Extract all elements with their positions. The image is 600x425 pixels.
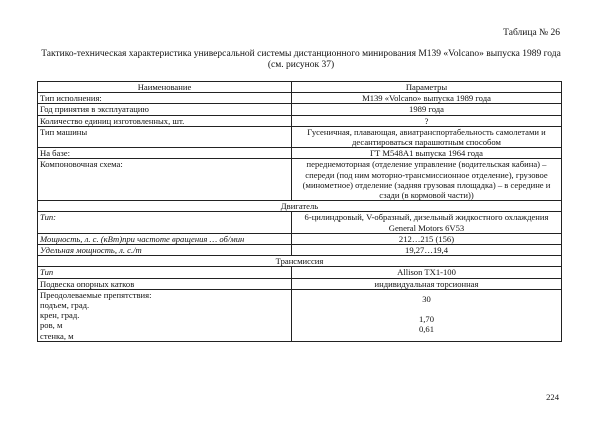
table-row — [38, 212, 562, 233]
table-row — [38, 245, 562, 256]
row-name: Удельная мощность, л. с./т — [38, 245, 292, 256]
table-row — [38, 267, 562, 278]
obstacles-values — [292, 289, 562, 341]
header-parameters: Параметры — [292, 82, 562, 93]
obstacle-value: 30 — [422, 293, 431, 304]
table-row — [38, 148, 562, 159]
row-value: 212…215 (156) — [292, 233, 562, 244]
header-name: Наименование — [38, 82, 292, 93]
table-row — [38, 278, 562, 289]
table-caption: Тактико-техническая характеристика универсальной системы дистанционного минирования М139 «Volcano» выпуска 1989 года (см. рисунок 37) — [41, 49, 561, 70]
table-row — [38, 104, 562, 115]
table-row — [38, 233, 562, 244]
table-row — [38, 126, 562, 147]
row-name: Подвеска опорных катков — [38, 278, 292, 289]
table-number: Таблица № 26 — [503, 28, 560, 38]
row-name: Тип машины — [38, 126, 292, 147]
row-name: Компоновочная схема: — [38, 159, 292, 201]
section-row-transmission — [38, 256, 562, 267]
obstacle-value: 1,70 — [418, 314, 435, 325]
section-title-engine: Двигатель — [38, 201, 562, 212]
table-header-row — [38, 82, 562, 93]
obstacles-row — [38, 289, 562, 341]
spec-table — [37, 81, 562, 342]
row-name: На базе: — [38, 148, 292, 159]
row-name: Количество единиц изготовленных, шт. — [38, 115, 292, 126]
row-value: индивидуальная торсионная — [292, 278, 562, 289]
obstacles-names — [38, 289, 292, 341]
row-value: Allison TX1-100 — [292, 267, 562, 278]
obstacle-value — [294, 304, 559, 314]
table-row — [38, 115, 562, 126]
row-value: переднемоторная (отделение управление (водительская кабина) – спереди (под ним моторно-трансмиссионное отделение), грузовое (минометное) отделение (задняя грузовая площадка) – в середине и сзади (в кормовой части)) — [292, 159, 562, 201]
row-name: Тип — [38, 267, 292, 278]
obstacle-name: крен, град. — [40, 310, 80, 321]
obstacle-name: подъем, град. — [40, 300, 90, 311]
obstacle-name: стенка, м — [40, 330, 74, 341]
row-name: Мощность, л. с. (кВт)при частоте вращения … об/мин — [38, 233, 292, 244]
row-name: Тип: — [38, 212, 292, 233]
row-name: Год принятия в эксплуатацию — [38, 104, 292, 115]
row-value: ГТ М548А1 выпуска 1964 года — [292, 148, 562, 159]
row-name: Тип исполнения: — [38, 93, 292, 104]
obstacle-name: ров, м — [40, 320, 63, 331]
obstacle-value: 0,61 — [418, 324, 435, 335]
table-row — [38, 93, 562, 104]
row-value: ? — [292, 115, 562, 126]
section-title-transmission: Трансмиссия — [38, 256, 562, 267]
section-row-engine — [38, 201, 562, 212]
obstacles-heading: Преодолеваемые препятствия: — [40, 289, 152, 300]
row-value: 1989 года — [292, 104, 562, 115]
table-row — [38, 159, 562, 201]
page-number: 224 — [546, 392, 559, 402]
row-value: М139 «Volcano» выпуска 1989 года — [292, 93, 562, 104]
row-value: 19,27…19,4 — [292, 245, 562, 256]
row-value: 6-цилиндровый, V-образный, дизельный жидкостного охлаждения General Motors 6V53 — [292, 212, 562, 233]
row-value: Гусеничная, плавающая, авиатранспортабельность самолетами и десантироваться парашютным способом — [292, 126, 562, 147]
